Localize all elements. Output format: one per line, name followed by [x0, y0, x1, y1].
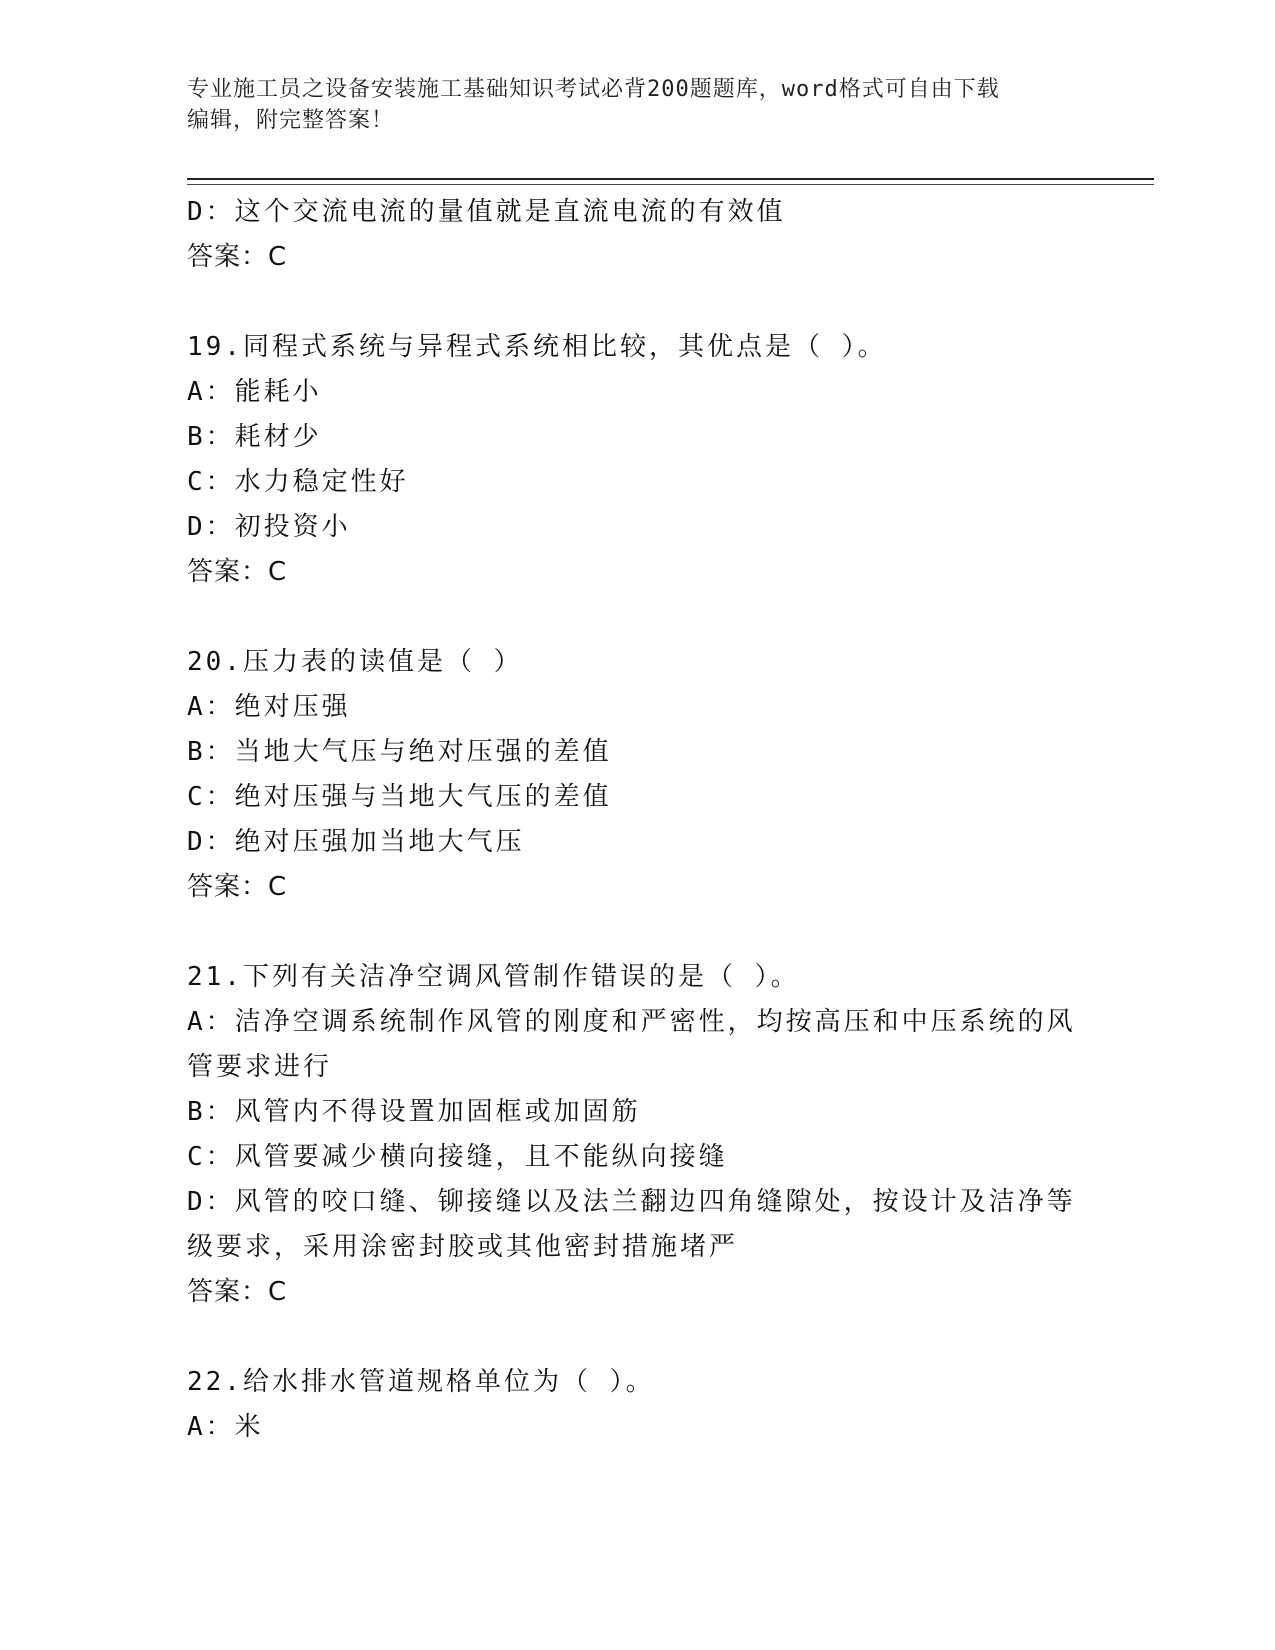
option-d: D：这个交流电流的量值就是直流电流的有效值 — [187, 197, 786, 227]
spacer — [187, 910, 1087, 955]
option-d: D：初投资小 — [187, 512, 351, 542]
question-stem: 19.同程式系统与异程式系统相比较，其优点是（ ）。 — [187, 332, 887, 362]
spacer — [187, 280, 1087, 325]
spacer — [187, 595, 1087, 640]
question-block-19 — [187, 325, 1087, 595]
answer-line: 答案：C — [187, 242, 288, 272]
question-stem: 20.压力表的读值是（ ） — [187, 647, 523, 677]
option-a-line-2: 管要求进行 — [187, 1052, 333, 1082]
spacer — [187, 1315, 1087, 1360]
question-list — [187, 190, 1087, 1450]
option-a: A：米 — [187, 1412, 264, 1442]
question-block-22 — [187, 1360, 1087, 1450]
option-d-line-2: 级要求，采用涂密封胶或其他密封措施堵严 — [187, 1232, 739, 1262]
option-b: B：当地大气压与绝对压强的差值 — [187, 737, 612, 767]
header-title-line-1: 专业施工员之设备安装施工基础知识考试必背200题题库，word格式可自由下载 — [187, 77, 1000, 102]
header-rule-thin — [187, 184, 1154, 185]
option-c: C：绝对压强与当地大气压的差值 — [187, 782, 612, 812]
header-title-line-2: 编辑，附完整答案！ — [187, 108, 395, 133]
answer-line: 答案：C — [187, 557, 288, 587]
question-block-21 — [187, 955, 1087, 1315]
option-c: C：风管要减少横向接缝，且不能纵向接缝 — [187, 1142, 728, 1172]
option-a: A：能耗小 — [187, 377, 322, 407]
option-c: C：水力稳定性好 — [187, 467, 409, 497]
option-a: A：绝对压强 — [187, 692, 351, 722]
option-b: B：耗材少 — [187, 422, 322, 452]
question-stem: 22.给水排水管道规格单位为（ ）。 — [187, 1367, 655, 1397]
answer-line: 答案：C — [187, 1277, 288, 1307]
header-rule-thick — [187, 178, 1154, 180]
option-b: B：风管内不得设置加固框或加固筋 — [187, 1097, 641, 1127]
question-block-18 — [187, 190, 1087, 280]
option-d-line-1: D：风管的咬口缝、铆接缝以及法兰翻边四角缝隙处，按设计及洁净等 — [187, 1187, 1076, 1217]
option-a-line-1: A：洁净空调系统制作风管的刚度和严密性，均按高压和中压系统的风 — [187, 1007, 1076, 1037]
question-block-20 — [187, 640, 1087, 910]
question-stem: 21.下列有关洁净空调风管制作错误的是（ ）。 — [187, 962, 800, 992]
answer-line: 答案：C — [187, 872, 288, 902]
document-header — [187, 74, 1067, 136]
option-d: D：绝对压强加当地大气压 — [187, 827, 525, 857]
